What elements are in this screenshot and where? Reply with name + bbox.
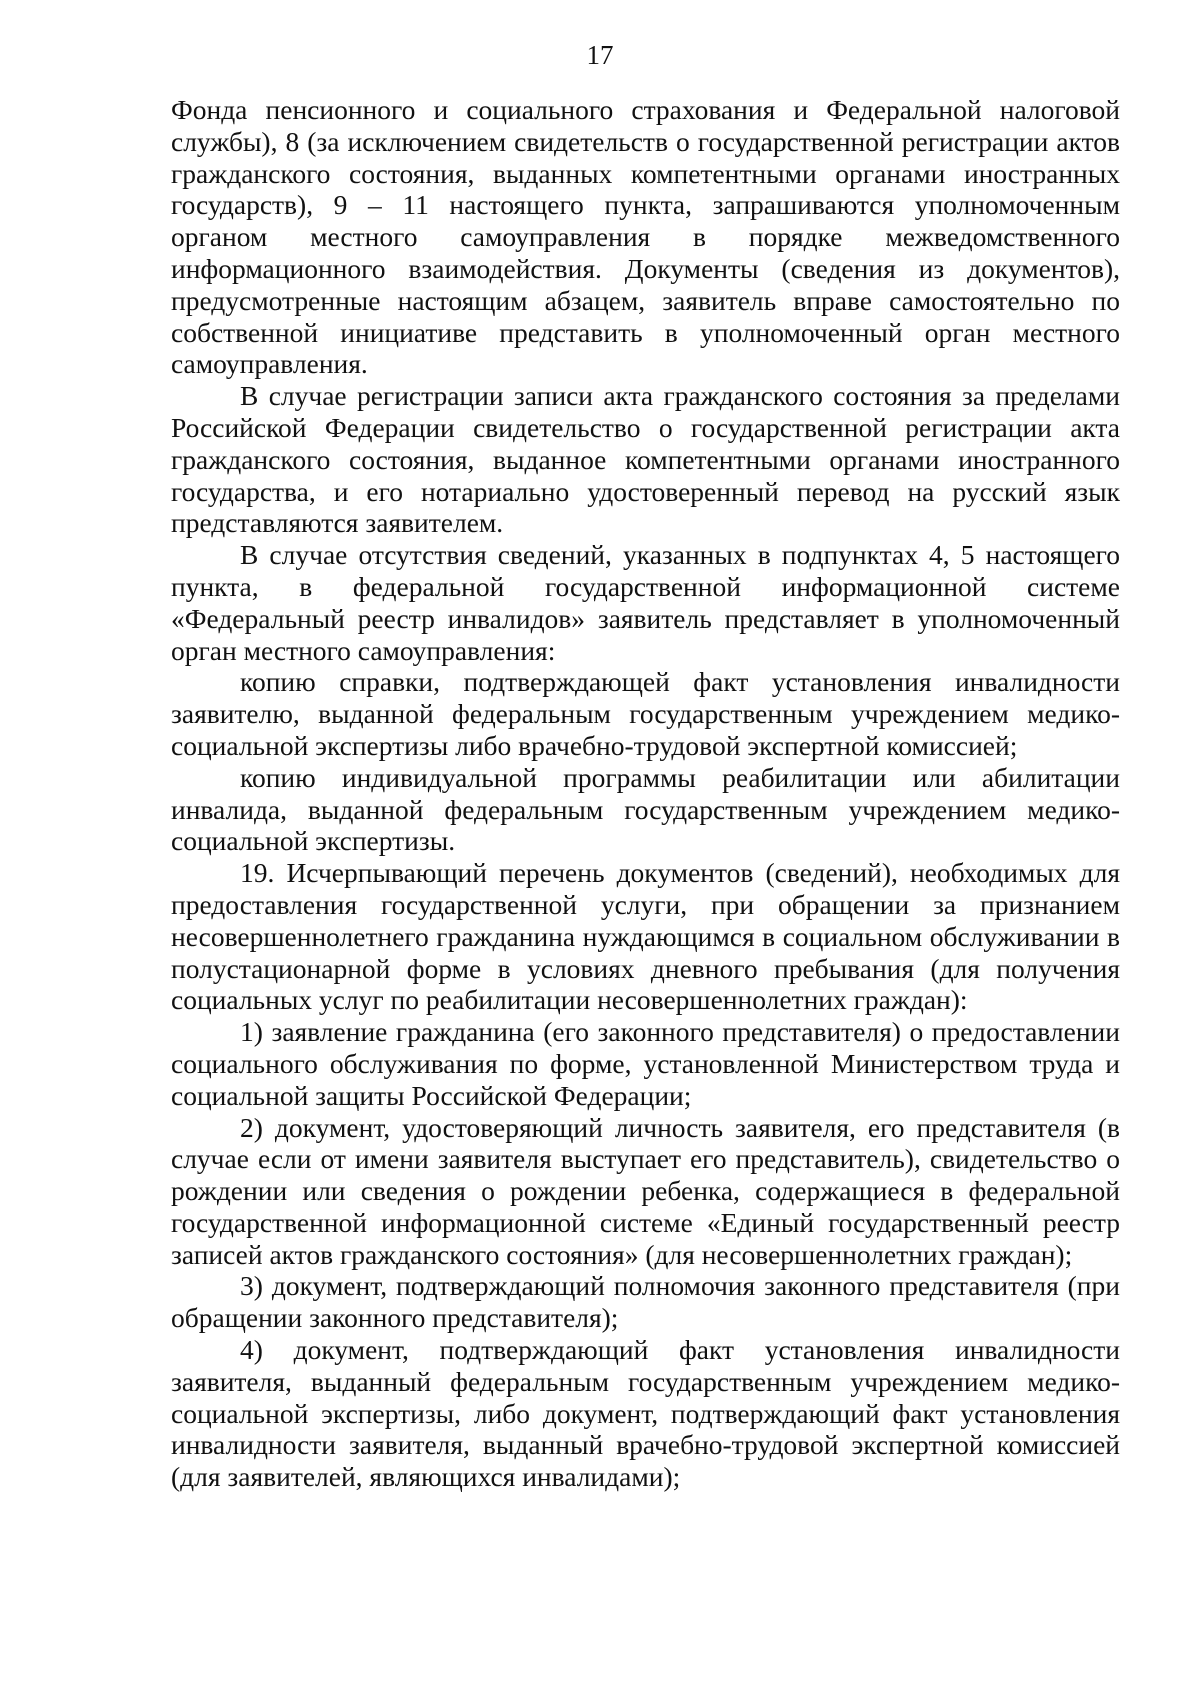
list-item: 3) документ, подтверждающий полномочия законного представителя (при обращении законного представителя); [171, 1270, 1120, 1334]
paragraph: В случае регистрации записи акта гражданского состояния за пределами Российской Федерации свидетельство о государственной регистрации акта гражданского состояния, выданное компетентными органами иностранного государства, и его нотариально удостоверенный перевод на русский язык представляются заявителем. [171, 380, 1120, 539]
document-body [171, 94, 1120, 1493]
page-number: 17 [586, 40, 614, 70]
paragraph: копию индивидуальной программы реабилитации или абилитации инвалида, выданной федеральным государственным учреждением медико-социальной экспертизы. [171, 761, 1120, 857]
list-item: 4) документ, подтверждающий факт установления инвалидности заявителя, выданный федеральным государственным учреждением медико-социальной экспертизы, либо документ, подтверждающий факт установления инвалидности заявителя, выданный врачебно-трудовой экспертной комиссией (для заявителей, являющихся инвалидами); [171, 1334, 1120, 1493]
list-item: 1) заявление гражданина (его законного представителя) о предоставлении социального обслуживания по форме, установленной Министерством труда и социальной защиты Российской Федерации; [171, 1016, 1120, 1111]
paragraph: 19. Исчерпывающий перечень документов (сведений), необходимых для предоставления государственной услуги, при обращении за признанием несовершеннолетнего гражданина нуждающимся в социальном обслуживании в полустационарной форме в условиях дневного пребывания (для получения социальных услуг по реабилитации несовершеннолетних граждан): [171, 857, 1120, 1016]
list-item: 2) документ, удостоверяющий личность заявителя, его представителя (в случае если от имени заявителя выступает его представитель), свидетельство о рождении или сведения о рождении ребенка, содержащиеся в федеральной государственной информационной системе «Единый государственный реестр записей актов гражданского состояния» (для несовершеннолетних граждан); [171, 1111, 1120, 1270]
paragraph: Фонда пенсионного и социального страхования и Федеральной налоговой службы), 8 (за исключением свидетельств о государственной регистрации актов гражданского состояния, выданных компетентными органами иностранных государств), 9 – 11 настоящего пункта, запрашиваются уполномоченным органом местного самоуправления в порядке межведомственного информационного взаимодействия. Документы (сведения из документов), предусмотренные настоящим абзацем, заявитель вправе самостоятельно по собственной инициативе представить в уполномоченный орган местного самоуправления. [171, 94, 1120, 380]
paragraph: В случае отсутствия сведений, указанных в подпунктах 4, 5 настоящего пункта, в федеральной государственной информационной системе «Федеральный реестр инвалидов» заявитель представляет в уполномоченный орган местного самоуправления: [171, 539, 1120, 666]
paragraph: копию справки, подтверждающей факт установления инвалидности заявителю, выданной федеральным государственным учреждением медико-социальной экспертизы либо врачебно-трудовой экспертной комиссией; [171, 666, 1120, 761]
